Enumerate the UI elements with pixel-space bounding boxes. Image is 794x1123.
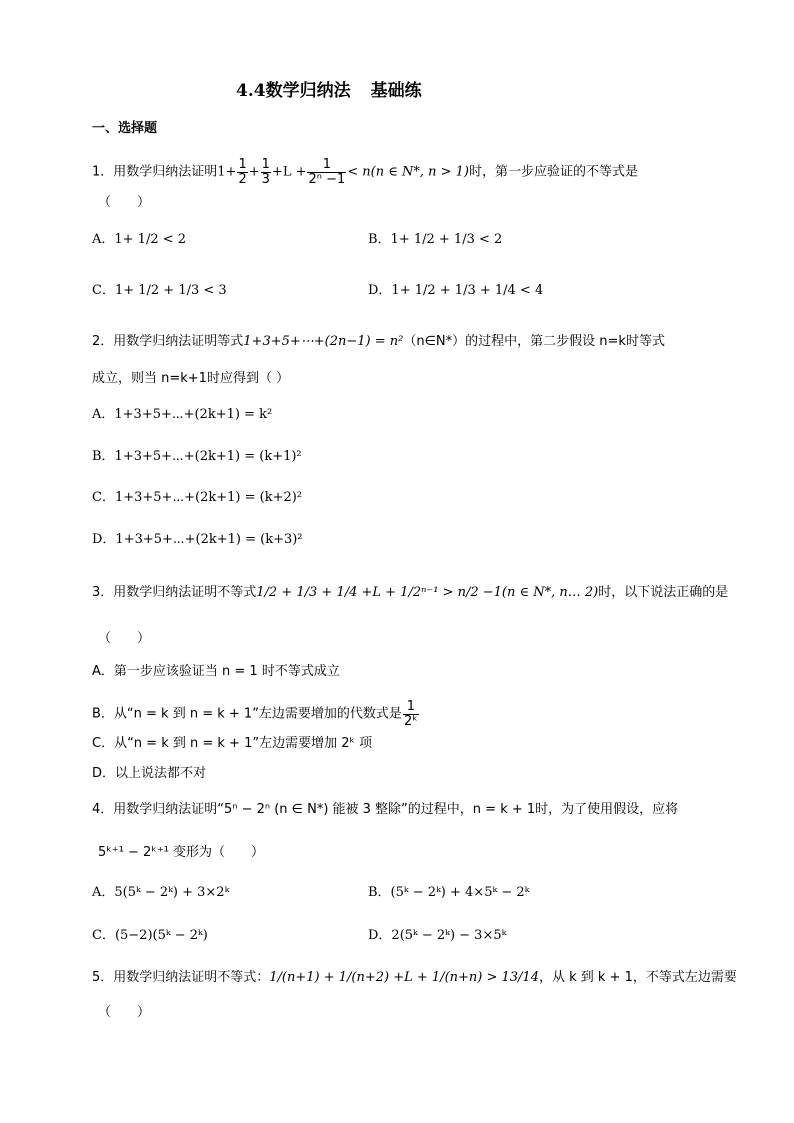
q1-frac-3: $\frac{1}{\text{2ⁿ −1}}$: [308, 157, 346, 187]
q2-tail: （n∈N*）的过程中，第二步假设 n=k时等式: [403, 334, 665, 349]
question-5: [92, 971, 737, 984]
q3-math: 1/2 + 1/3 + 1/4 +L + 1/2ⁿ⁻¹ > n/2 −1(n ∈ N*, n… 2): [256, 585, 599, 600]
q3-tail: 时，以下说法正确的是: [598, 585, 729, 600]
q1-rest: < n(n ∈ N*, n > 1): [347, 164, 469, 180]
q5-tail: ，从 k 到 k + 1，不等式左边需要: [538, 970, 737, 985]
q2-lead: 2．用数学归纳法证明等式: [92, 334, 244, 349]
question-3: [92, 586, 728, 599]
q2-line2: 成立，则当 n=k+1时应得到（ ）: [92, 371, 290, 386]
title-main: 4.4数学归纳法: [236, 81, 351, 101]
q3-option-b: [92, 700, 420, 728]
page-title: [236, 83, 422, 100]
q1-option-b: B．1+ 1/2 + 1/3 < 2: [368, 232, 503, 247]
q1-tail: 时，第一步应验证的不等式是: [468, 164, 638, 180]
q3-option-a: A．第一步应该验证当 n = 1 时不等式成立: [92, 664, 340, 679]
q4-line2: 5ᵏ⁺¹ − 2ᵏ⁺¹ 变形为（ ）: [98, 845, 265, 860]
q1-plus: +: [248, 164, 260, 180]
q4-option-a: A．5(5ᵏ − 2ᵏ) + 3×2ᵏ: [92, 885, 230, 900]
section-heading: 一、选择题: [92, 121, 158, 136]
q3-option-c: C．从“n = k 到 n = k + 1”左边需要增加 2ᵏ 项: [92, 736, 373, 751]
title-sub: 基础练: [370, 81, 422, 101]
q2-option-b: B．1+3+5+⋯+(2k+1) = (k+1)²: [92, 449, 302, 464]
q1-option-c: C．1+ 1/2 + 1/3 < 3: [92, 283, 227, 298]
q2-option-a: A．1+3+5+⋯+(2k+1) = k²: [92, 407, 273, 422]
q1-lead: 1．用数学归纳法证明: [92, 164, 218, 180]
q3-option-d: D．以上说法都不对: [92, 766, 207, 781]
q1-frac-2: $\frac{1}{3}$: [261, 157, 270, 187]
q2-option-c: C．1+3+5+⋯+(2k+1) = (k+2)²: [92, 490, 303, 505]
q5-lead: 5．用数学归纳法证明不等式：: [92, 970, 270, 985]
q4-option-b: B．(5ᵏ − 2ᵏ) + 4×5ᵏ − 2ᵏ: [368, 885, 530, 900]
q4-option-c: C．(5−2)(5ᵏ − 2ᵏ): [92, 928, 208, 943]
q1-mid: +L +: [271, 164, 307, 180]
q3-b-frac: $\frac{1}{\text{2ᵏ}}$: [403, 699, 418, 729]
q5-paren: （ ）: [98, 1005, 151, 1020]
question-2: [92, 335, 665, 348]
q1-option-d: D．1+ 1/2 + 1/3 + 1/4 < 4: [368, 283, 544, 298]
q5-math: 1/(n+1) + 1/(n+2) +L + 1/(n+n) > 13/14: [269, 970, 539, 985]
q1-frac-1: $\frac{1}{2}$: [238, 157, 247, 187]
q1-math-a: 1+: [217, 164, 237, 180]
q3-b-text: B．从“n = k 到 n = k + 1”左边需要增加的代数式是: [92, 706, 402, 722]
q1-paren: （ ）: [98, 195, 151, 210]
question-4: 4．用数学归纳法证明“5ⁿ − 2ⁿ (n ∈ N*) 能被 3 整除”的过程中，n = k + 1时，为了使用假设，应将: [92, 802, 679, 817]
q2-option-d: D．1+3+5+⋯+(2k+1) = (k+3)²: [92, 532, 303, 547]
question-1: [92, 158, 638, 186]
q3-lead: 3．用数学归纳法证明不等式: [92, 585, 257, 600]
q1-option-a: A．1+ 1/2 < 2: [92, 232, 187, 247]
q2-eq: 1+3+5+⋯+(2n−1) = n²: [243, 334, 404, 349]
q3-paren: （ ）: [98, 631, 151, 646]
q4-option-d: D．2(5ᵏ − 2ᵏ) − 3×5ᵏ: [368, 928, 507, 943]
